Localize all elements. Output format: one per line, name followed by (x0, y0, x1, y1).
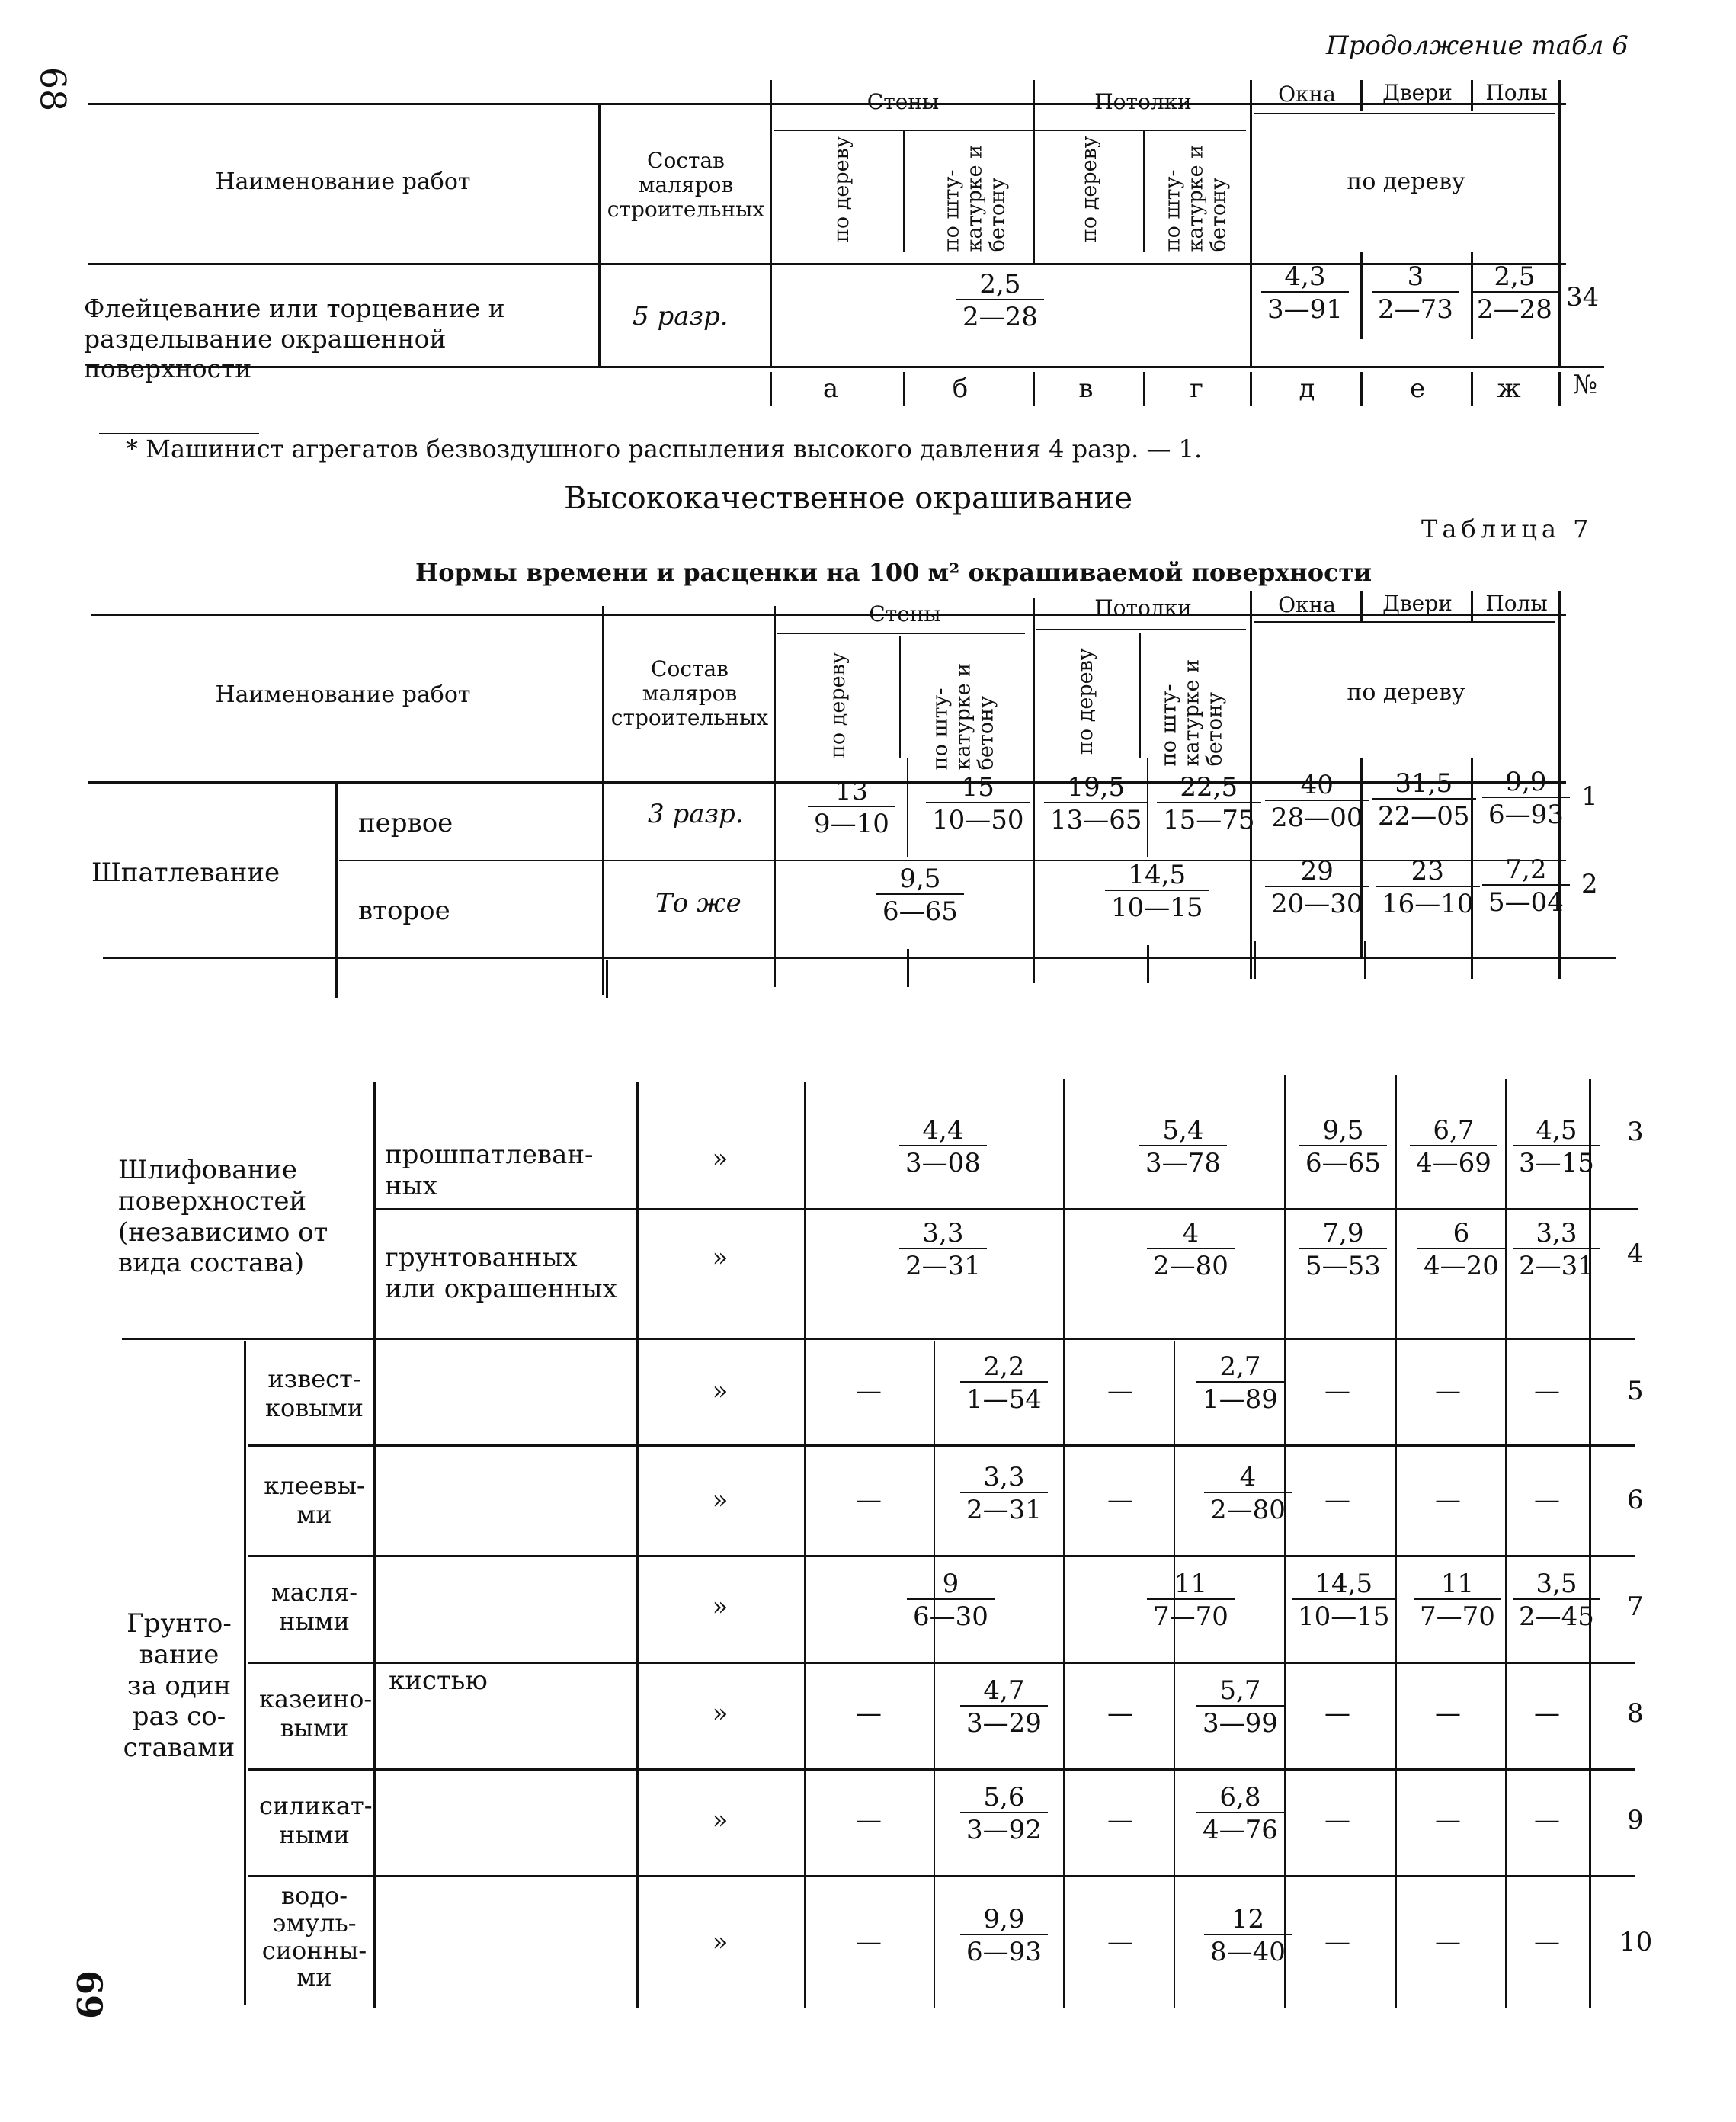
row34-walls-ceil: $\frac{2,5}{2—28}$ (956, 271, 1044, 332)
row9-ceil-plaster: $\frac{6,8}{4—76}$ (1196, 1784, 1284, 1845)
row1-val: $\frac{22,5}{15—75}$ (1157, 774, 1261, 835)
col-letter: а (822, 373, 839, 404)
row9-walls-wood: — (856, 1805, 882, 1835)
footnote: * Машинист агрегатов безвоздушного распыления высокого давления 4 разр. — 1. (126, 434, 1203, 463)
row7-number: 7 (1627, 1592, 1644, 1622)
header-windows: Окна (1278, 82, 1336, 107)
row9-windows: — (1324, 1805, 1350, 1835)
t7-header-walls: Стены (869, 601, 941, 627)
row6-floors: — (1534, 1485, 1560, 1515)
row8-windows: — (1324, 1698, 1350, 1729)
row9-sub: силикат- ными (259, 1791, 373, 1850)
t7-header-walls-wood: по дереву (825, 652, 850, 759)
row7-ceil: $\frac{11}{7—70}$ (1147, 1570, 1235, 1632)
row2-ceil: $\frac{14,5}{10—15}$ (1105, 861, 1209, 923)
row5-walls-wood: — (856, 1376, 882, 1406)
row5-windows: — (1324, 1376, 1350, 1406)
row1-sub: первое (358, 808, 453, 838)
table7-caption: Нормы времени и расценки на 100 м² окрашиваемой поверхности (415, 558, 1372, 587)
row2-crew: То же (655, 888, 741, 918)
row4-mark: » (712, 1242, 729, 1273)
header-wood-common: по дереву (1347, 168, 1465, 195)
page-number-top: 68 (32, 66, 74, 112)
header-ceil-plaster: по шту- катурке и бетону (1161, 144, 1232, 252)
row4-number: 4 (1627, 1239, 1644, 1269)
row4-floors: $\frac{3,3}{2—31}$ (1513, 1220, 1600, 1281)
row34-floors: $\frac{2,5}{2—28}$ (1471, 263, 1558, 325)
row5-ceil-plaster: $\frac{2,7}{1—89}$ (1196, 1353, 1284, 1415)
row1-val: $\frac{19,5}{13—65}$ (1044, 774, 1148, 835)
header-name: Наименование работ (215, 168, 471, 195)
row6-sub: клеевы- ми (264, 1471, 365, 1530)
row34-crew: 5 разр. (633, 301, 729, 332)
col-letter: е (1409, 373, 1426, 404)
row2-walls: $\frac{9,5}{6—65}$ (876, 865, 964, 927)
row8-ceil-wood: — (1107, 1698, 1133, 1729)
row1-number: 1 (1581, 781, 1598, 812)
row5-floors: — (1534, 1376, 1560, 1406)
t7-header-wood-common: по дереву (1347, 679, 1465, 706)
col-letter: б (952, 373, 969, 404)
t7-header-ceil-wood: по дереву (1073, 648, 1097, 755)
row2-doors: $\frac{23}{16—10}$ (1376, 857, 1480, 919)
row8-walls-plaster: $\frac{4,7}{3—29}$ (960, 1677, 1048, 1739)
row5-doors: — (1435, 1376, 1461, 1406)
group-grinding: Шлифование поверхностей (независимо от вида состава) (118, 1155, 328, 1279)
row4-walls: $\frac{3,3}{2—31}$ (899, 1220, 987, 1281)
row5-walls-plaster: $\frac{2,2}{1—54}$ (960, 1353, 1048, 1415)
row1-val: $\frac{13}{9—10}$ (808, 777, 895, 839)
row10-walls-wood: — (856, 1927, 882, 1957)
row9-number: 9 (1627, 1805, 1644, 1835)
section-title: Высококачественное окрашивание (564, 481, 1133, 516)
continuation-label: Продолжение табл 6 (1326, 30, 1629, 61)
row1-crew: 3 разр. (648, 799, 744, 829)
row34-windows: $\frac{4,3}{3—91}$ (1261, 263, 1349, 325)
header-ceil-wood: по дереву (1077, 136, 1101, 243)
t7-header-ceil-plaster: по шту- катурке и бетону (1157, 659, 1228, 767)
row2-floors: $\frac{7,2}{5—04}$ (1482, 856, 1570, 918)
row2-sub: второе (358, 896, 450, 926)
row5-ceil-wood: — (1107, 1376, 1133, 1406)
row8-floors: — (1534, 1698, 1560, 1729)
col-letter: № (1572, 370, 1598, 400)
t7-header-ceilings: Потолки (1094, 595, 1192, 620)
row6-ceil-wood: — (1107, 1485, 1133, 1515)
brush-label: кистью (389, 1665, 488, 1696)
header-floors: Полы (1485, 80, 1548, 105)
header-doors: Двери (1382, 80, 1453, 105)
row10-ceil-wood: — (1107, 1927, 1133, 1957)
row1-val: $\frac{9,9}{6—93}$ (1482, 768, 1570, 830)
row8-walls-wood: — (856, 1698, 882, 1729)
header-walls-wood: по дереву (829, 136, 854, 243)
row10-ceil-plaster: $\frac{12}{8—40}$ (1204, 1906, 1292, 1967)
col-letter: д (1299, 373, 1315, 404)
row34-name: Флейцевание или торцевание и разделывание окрашенной поверхности (84, 293, 505, 384)
t7-header-crew: Состав маляров строительных (610, 656, 769, 731)
row7-mark: » (712, 1592, 729, 1622)
row7-doors: $\frac{11}{7—70}$ (1414, 1570, 1501, 1632)
row2-windows: $\frac{29}{20—30}$ (1265, 857, 1369, 919)
row10-mark: » (712, 1927, 729, 1957)
col-letter: в (1078, 373, 1094, 404)
row3-number: 3 (1627, 1117, 1644, 1147)
row7-walls: $\frac{9}{6—30}$ (907, 1570, 995, 1632)
t7-header-name: Наименование работ (215, 681, 471, 708)
row10-windows: — (1324, 1927, 1350, 1957)
row4-sub: грунтованных или окрашенных (385, 1242, 617, 1304)
row6-doors: — (1435, 1485, 1461, 1515)
row6-walls-plaster: $\frac{3,3}{2—31}$ (960, 1463, 1048, 1525)
row6-walls-wood: — (856, 1485, 882, 1515)
row10-sub: водо- эмуль- сионны- ми (261, 1881, 367, 1992)
header-walls: Стены (866, 89, 940, 114)
header-ceilings: Потолки (1094, 89, 1192, 114)
col-letter: ж (1497, 373, 1521, 404)
row3-ceil: $\frac{5,4}{3—78}$ (1139, 1117, 1227, 1178)
row4-ceil: $\frac{4}{2—80}$ (1147, 1220, 1235, 1281)
row8-ceil-plaster: $\frac{5,7}{3—99}$ (1196, 1677, 1284, 1739)
row7-sub: масля- ными (271, 1578, 358, 1636)
t7-header-windows: Окна (1278, 592, 1336, 617)
row6-ceil-plaster: $\frac{4}{2—80}$ (1204, 1463, 1292, 1525)
group-priming: Грунто- вание за один раз со- ставами (123, 1608, 235, 1764)
header-crew: Состав маляров строительных (607, 148, 765, 223)
row5-sub: извест- ковыми (265, 1364, 364, 1423)
row3-mark: » (712, 1143, 729, 1174)
row6-number: 6 (1627, 1485, 1644, 1515)
row3-sub: прошпатлеван- ных (385, 1140, 594, 1201)
row7-floors: $\frac{3,5}{2—45}$ (1513, 1570, 1600, 1632)
row10-doors: — (1435, 1927, 1461, 1957)
row4-doors: $\frac{6}{4—20}$ (1417, 1220, 1505, 1281)
t7-header-floors: Полы (1485, 591, 1548, 616)
row3-doors: $\frac{6,7}{4—69}$ (1410, 1117, 1497, 1178)
row1-val: $\frac{15}{10—50}$ (926, 774, 1030, 835)
page-number-bottom: 69 (69, 1970, 111, 2020)
header-walls-plaster: по шту- катурке и бетону (940, 144, 1011, 252)
row5-mark: » (712, 1376, 729, 1406)
table7-label: Таблица 7 (1421, 514, 1593, 543)
row3-floors: $\frac{4,5}{3—15}$ (1513, 1117, 1600, 1178)
row2-number: 2 (1581, 869, 1598, 899)
row8-mark: » (712, 1698, 729, 1729)
row3-walls: $\frac{4,4}{3—08}$ (899, 1117, 987, 1178)
t7-header-walls-plaster: по шту- катурке и бетону (928, 662, 999, 771)
row9-doors: — (1435, 1805, 1461, 1835)
row10-number: 10 (1619, 1927, 1653, 1957)
row9-ceil-wood: — (1107, 1805, 1133, 1835)
row4-windows: $\frac{7,9}{5—53}$ (1299, 1220, 1387, 1281)
row1-val: $\frac{40}{28—00}$ (1265, 771, 1369, 833)
row34-number: 34 (1566, 282, 1600, 313)
row8-number: 8 (1627, 1698, 1644, 1729)
row9-floors: — (1534, 1805, 1560, 1835)
row9-walls-plaster: $\frac{5,6}{3—92}$ (960, 1784, 1048, 1845)
group-puttying: Шпатлевание (91, 857, 280, 888)
row1-val: $\frac{31,5}{22—05}$ (1372, 770, 1476, 832)
row3-windows: $\frac{9,5}{6—65}$ (1299, 1117, 1387, 1178)
row34-doors: $\frac{3}{2—73}$ (1372, 263, 1459, 325)
row9-mark: » (712, 1805, 729, 1835)
row10-walls-plaster: $\frac{9,9}{6—93}$ (960, 1906, 1048, 1967)
row10-floors: — (1534, 1927, 1560, 1957)
row8-sub: казеино- выми (259, 1684, 373, 1743)
row7-windows: $\frac{14,5}{10—15}$ (1292, 1570, 1396, 1632)
row5-number: 5 (1627, 1376, 1644, 1406)
row8-doors: — (1435, 1698, 1461, 1729)
row6-mark: » (712, 1485, 729, 1515)
t7-header-doors: Двери (1382, 591, 1453, 616)
row6-windows: — (1324, 1485, 1350, 1515)
col-letter: г (1190, 373, 1203, 404)
